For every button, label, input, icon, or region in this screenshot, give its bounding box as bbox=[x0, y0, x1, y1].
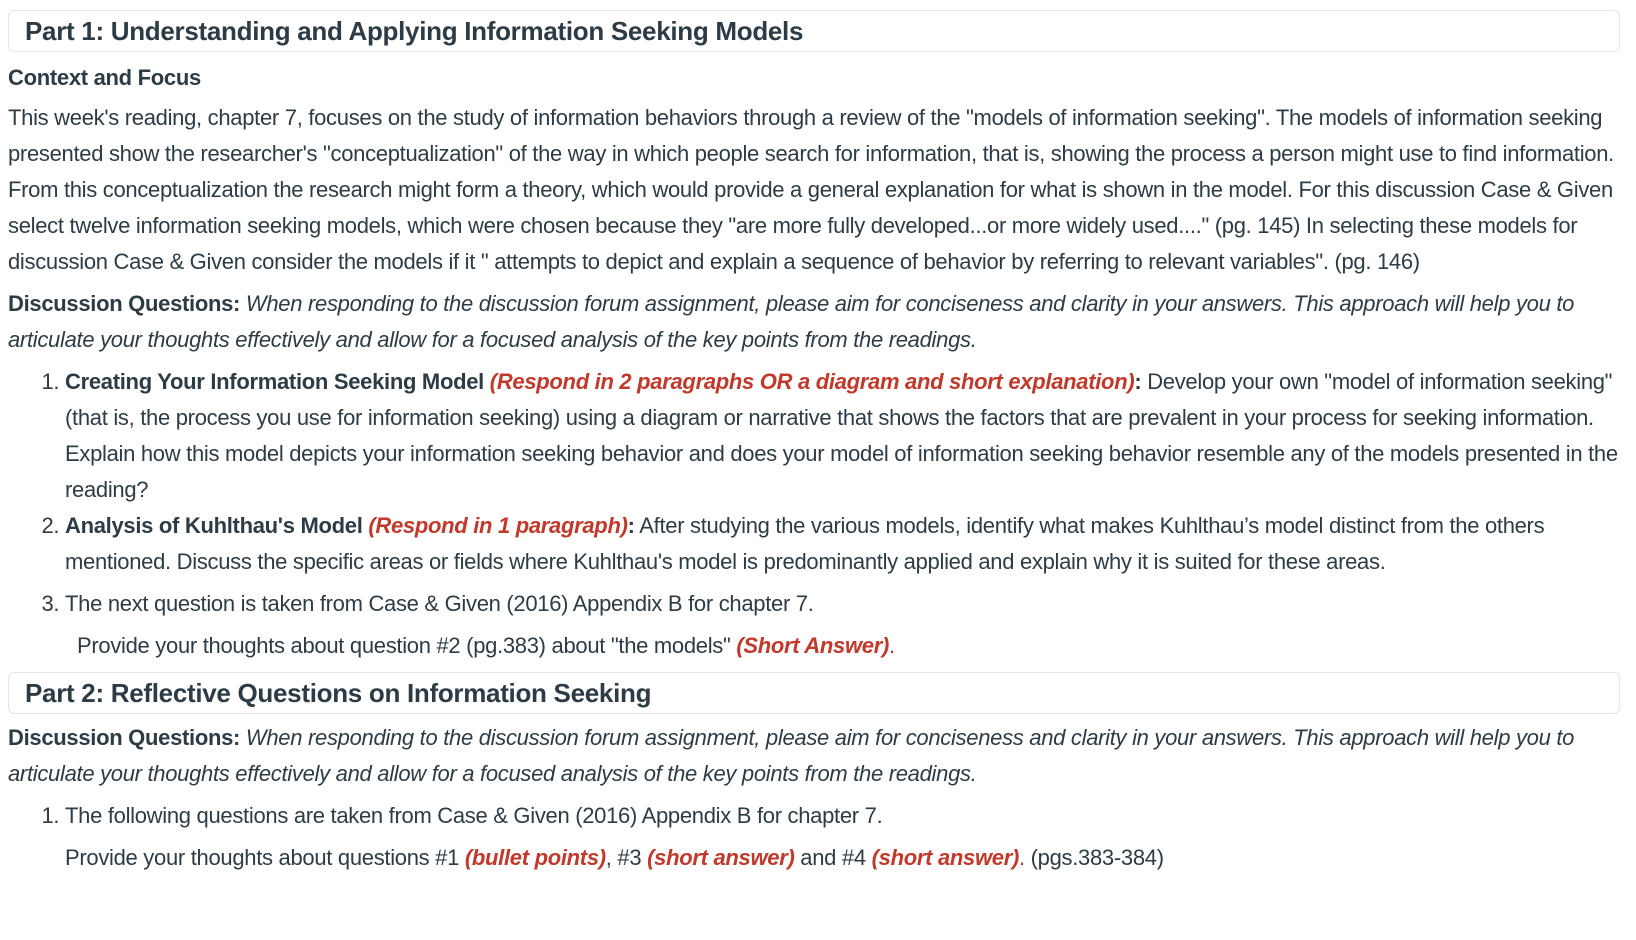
question-text: After studying the various models, identify what makes Kuhlthau’s model distinct from the others mentioned. Discuss the specific areas or fields where Kuhlthau's model is predominantly applied and explain why it is suited for these areas. bbox=[65, 513, 1545, 574]
question-text: The next question is taken from Case & Given (2016) Appendix B for chapter 7. bbox=[65, 591, 814, 616]
question-item bbox=[65, 798, 1620, 876]
intro-paragraph: This week's reading, chapter 7, focuses on the study of information behaviors through a review of the "models of information seeking". The models of information seeking presented show the researcher's "conceptualization" of the way in which people search for information, that is, showing the process a person might use to find information. From this conceptualization the research might form a theory, which would provide a general explanation for what is shown in the model. For this discussion Case & Given select twelve information seeking models, which were chosen because they "are more fully developed...or more widely used...." (pg. 145) In selecting these models for discussion Case & Given consider the models if it " attempts to depict and explain a sequence of behavior by referring to relevant variables". (pg. 146) bbox=[8, 105, 1614, 274]
part2-discussion-questions bbox=[8, 720, 1620, 792]
question-instruction: (Short Answer) bbox=[736, 633, 890, 658]
part2-question-list bbox=[8, 798, 1620, 876]
context-heading: Context and Focus bbox=[8, 65, 201, 90]
question-instruction: (Respond in 1 paragraph) bbox=[368, 513, 628, 538]
question-title: Analysis of Kuhlthau's Model bbox=[65, 513, 363, 538]
part2-heading: Part 2: Reflective Questions on Information Seeking bbox=[8, 672, 1620, 714]
dq-label: Discussion Questions: bbox=[8, 725, 241, 750]
subparagraph-text: , #3 bbox=[605, 845, 648, 870]
period: . bbox=[889, 633, 895, 658]
part1-discussion-questions bbox=[8, 286, 1620, 358]
question-title: Creating Your Information Seeking Model bbox=[65, 369, 484, 394]
question-colon: : bbox=[1134, 369, 1142, 394]
question-instruction: (Respond in 2 paragraphs OR a diagram and short explanation) bbox=[489, 369, 1135, 394]
part1-heading: Part 1: Understanding and Applying Information Seeking Models bbox=[8, 10, 1620, 52]
question-text: The following questions are taken from Case & Given (2016) Appendix B for chapter 7. bbox=[65, 803, 883, 828]
subparagraph-text: Provide your thoughts about question #2 (pg.383) about "the models" bbox=[77, 633, 737, 658]
question-text: Develop your own "model of information seeking" (that is, the process you use for information seeking) using a diagram or narrative that shows the factors that are prevalent in your process for seeking information. Explain how this model depicts your information seeking behavior and does your model of information seeking behavior resemble any of the models presented in the reading? bbox=[65, 369, 1618, 502]
question-instruction: (short answer) bbox=[647, 845, 795, 870]
question-item bbox=[65, 364, 1620, 508]
question-instruction: (bullet points) bbox=[464, 845, 606, 870]
page-reference: (pgs.383-384) bbox=[1024, 845, 1164, 870]
question-instruction: (short answer) bbox=[871, 845, 1020, 870]
question-colon: : bbox=[627, 513, 635, 538]
period: . bbox=[1019, 845, 1025, 870]
part1-question-list bbox=[8, 364, 1620, 664]
subparagraph-text: Provide your thoughts about questions #1 bbox=[65, 845, 465, 870]
dq-text: When responding to the discussion forum assignment, please aim for conciseness and clarity in your answers. This approach will help you to articulate your thoughts effectively and allow for a focused analysis of the key points from the readings. bbox=[8, 725, 1575, 786]
question-subparagraph bbox=[65, 628, 1620, 664]
dq-label: Discussion Questions: bbox=[8, 291, 241, 316]
question-subparagraph bbox=[65, 840, 1620, 876]
question-item bbox=[65, 586, 1620, 664]
subparagraph-text: and #4 bbox=[794, 845, 872, 870]
question-item bbox=[65, 508, 1620, 580]
dq-text: When responding to the discussion forum assignment, please aim for conciseness and clarity in your answers. This approach will help you to articulate your thoughts effectively and allow for a focused analysis of the key points from the readings. bbox=[8, 291, 1575, 352]
